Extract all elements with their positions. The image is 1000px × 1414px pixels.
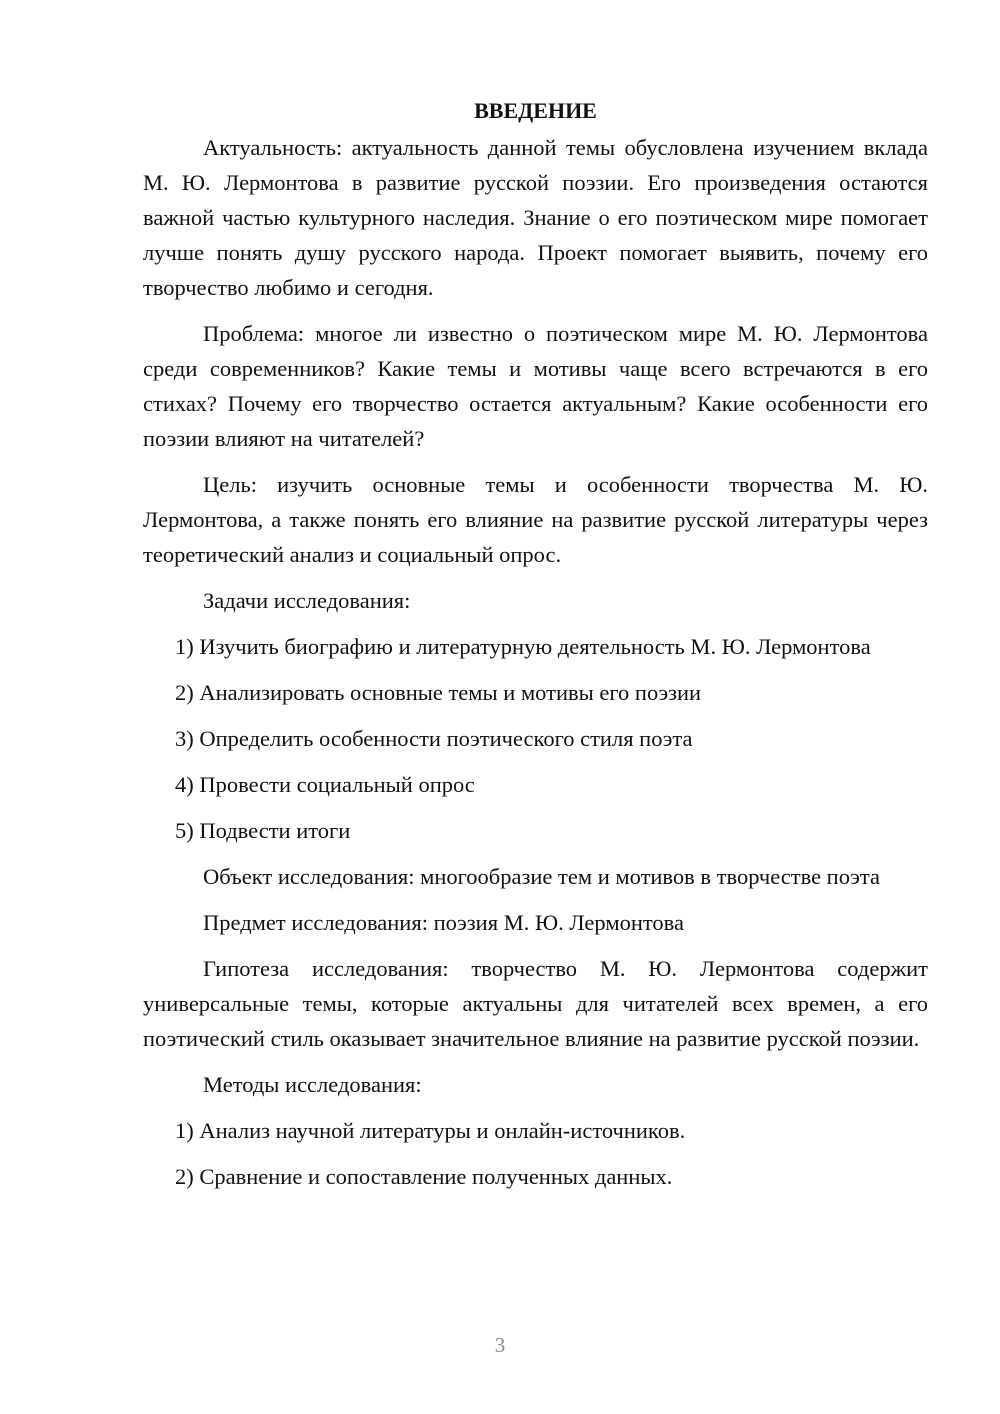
task-item-3: 3) Определить особенности поэтического стиля поэта — [175, 726, 693, 751]
document-page — [143, 93, 928, 1205]
task-item-4: 4) Провести социальный опрос — [175, 772, 475, 797]
page-number: 3 — [494, 1333, 506, 1357]
relevance-paragraph: Актуальность: актуальность данной темы обусловлена изучением вклада М. Ю. Лермонтова в развитие русской поэзии. Его произведения остаются важной частью культурного наследия. Знание о его поэтическом мире помогает лучше понять душу русского народа. Проект помогает выявить, почему его творчество любимо и сегодня. — [143, 135, 928, 300]
goal-paragraph: Цель: изучить основные темы и особенности творчества М. Ю. Лермонтова, а также понять его влияние на развитие русской литературы через теоретический анализ и социальный опрос. — [143, 472, 928, 567]
task-item-1: 1) Изучить биографию и литературную деятельность М. Ю. Лермонтова — [175, 634, 871, 659]
method-item-1: 1) Анализ научной литературы и онлайн-источников. — [175, 1118, 686, 1143]
task-item-2: 2) Анализировать основные темы и мотивы его поэзии — [175, 680, 702, 705]
document-title: ВВЕДЕНИЕ — [474, 98, 597, 123]
hypothesis-paragraph: Гипотеза исследования: творчество М. Ю. Лермонтова содержит универсальные темы, которые актуальны для читателей всех времен, а его поэтический стиль оказывает значительное влияние на развитие русской поэзии. — [143, 956, 928, 1051]
methods-heading: Методы исследования: — [203, 1072, 422, 1097]
task-item-5: 5) Подвести итоги — [175, 818, 351, 843]
problem-paragraph: Проблема: многое ли известно о поэтическом мире М. Ю. Лермонтова среди современников? Какие темы и мотивы чаще всего встречаются в его стихах? Почему его творчество остается актуальным? Какие особенности его поэзии влияют на читателей? — [143, 321, 928, 451]
object-paragraph: Объект исследования: многообразие тем и мотивов в творчестве поэта — [203, 864, 880, 889]
tasks-heading: Задачи исследования: — [203, 588, 411, 613]
method-item-2: 2) Сравнение и сопоставление полученных данных. — [175, 1164, 673, 1189]
subject-paragraph: Предмет исследования: поэзия М. Ю. Лермонтова — [203, 910, 684, 935]
